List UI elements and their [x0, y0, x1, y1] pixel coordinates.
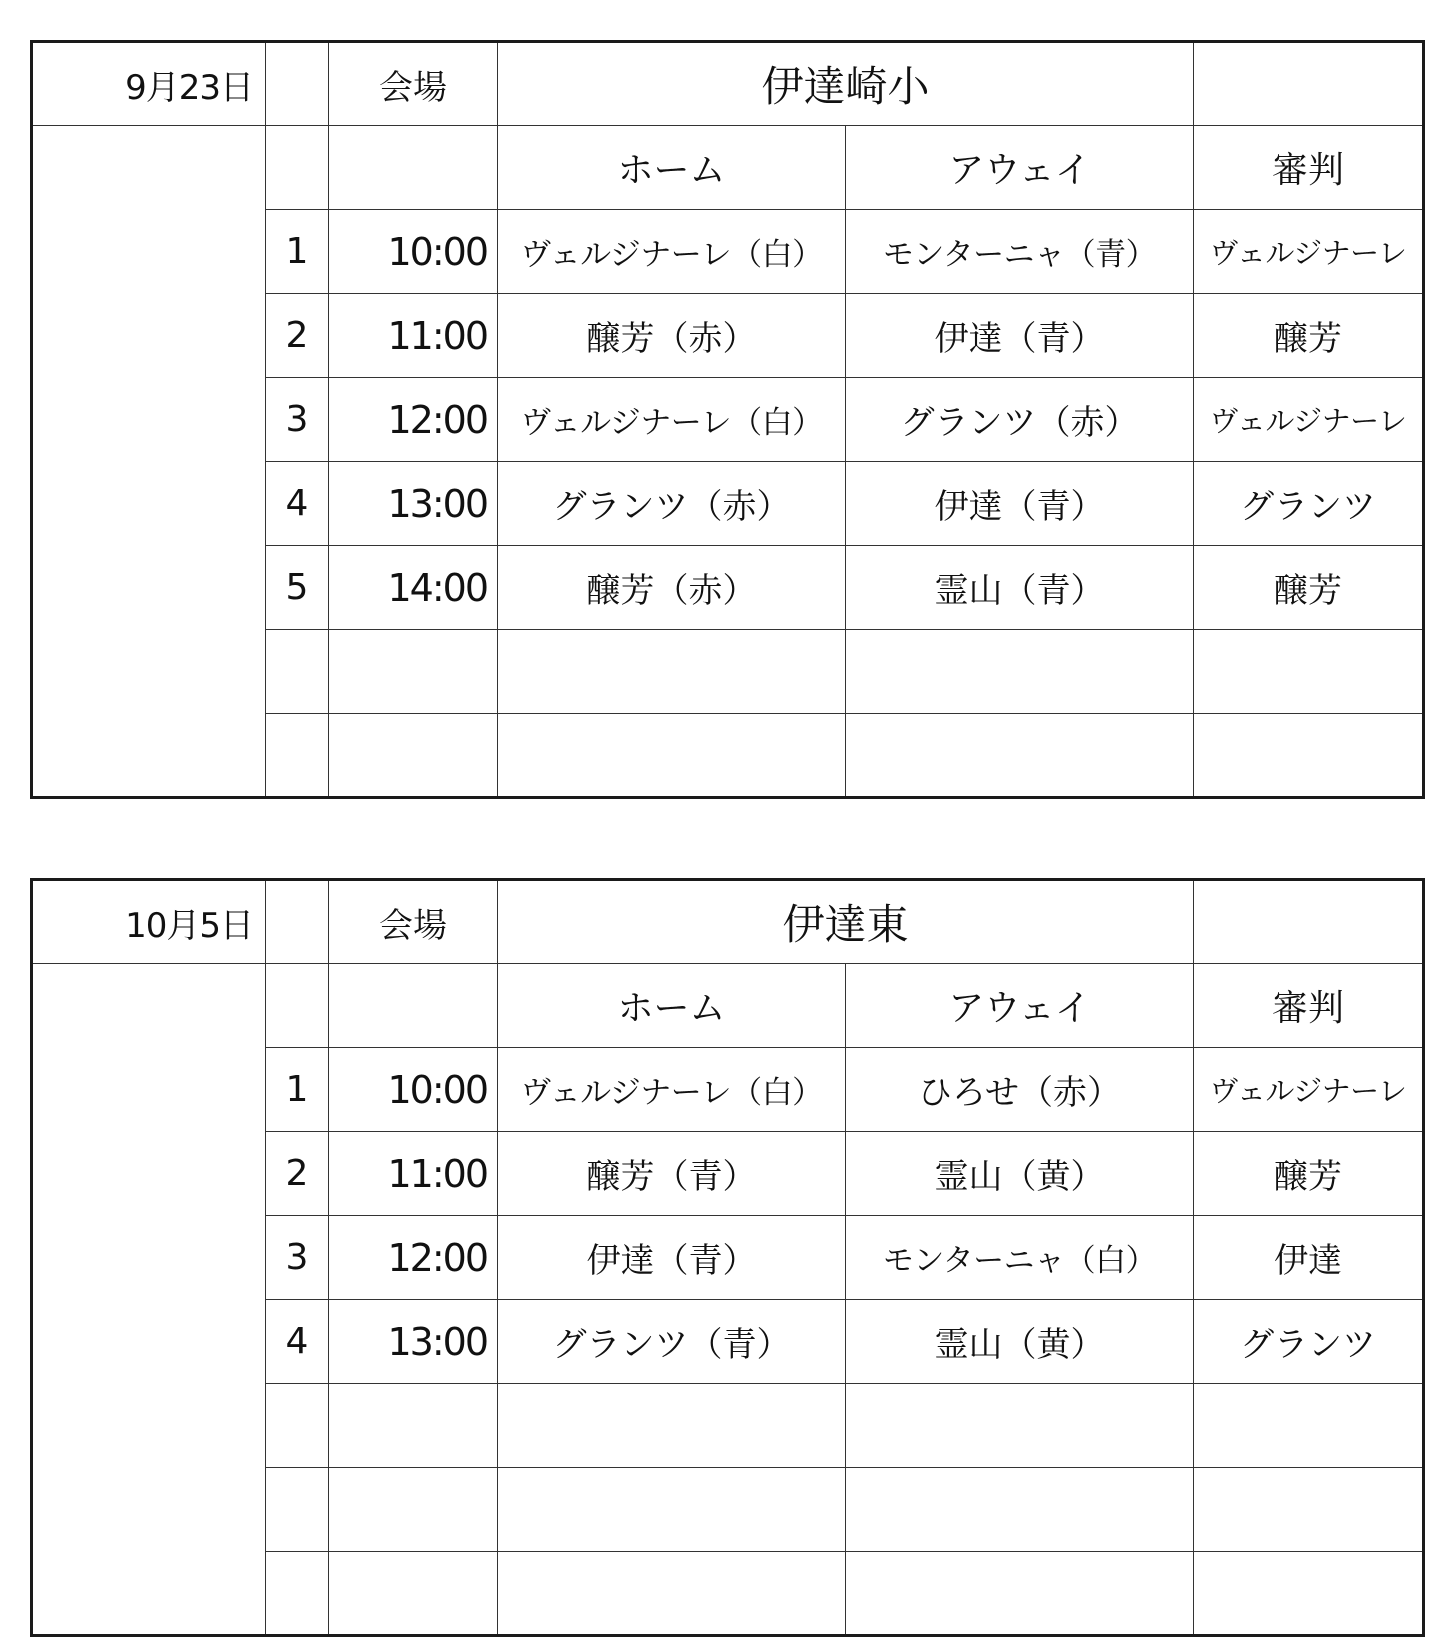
venue-row	[32, 42, 1424, 126]
match-time	[329, 1552, 498, 1636]
venue-label: 会場	[329, 880, 498, 964]
referee-team: グランツ	[1194, 1300, 1424, 1384]
match-number	[266, 1384, 329, 1468]
home-team	[498, 1384, 846, 1468]
match-date: 9月23日	[32, 42, 266, 126]
match-time: 14:00	[329, 546, 498, 630]
blank-cell	[266, 880, 329, 964]
away-team	[846, 1552, 1194, 1636]
away-team	[846, 714, 1194, 798]
away-team	[846, 1384, 1194, 1468]
away-team: 霊山（黄）	[846, 1132, 1194, 1216]
home-team: 醸芳（青）	[498, 1132, 846, 1216]
away-header: アウェイ	[846, 126, 1194, 210]
home-team: ヴェルジナーレ（白）	[498, 210, 846, 294]
home-team: グランツ（青）	[498, 1300, 846, 1384]
away-team: 霊山（青）	[846, 546, 1194, 630]
referee-team: 醸芳	[1194, 294, 1424, 378]
home-team: ヴェルジナーレ（白）	[498, 378, 846, 462]
match-time: 13:00	[329, 462, 498, 546]
match-number: 4	[266, 462, 329, 546]
referee-team	[1194, 630, 1424, 714]
venue-name: 伊達東	[498, 880, 1194, 964]
referee-team	[1194, 714, 1424, 798]
home-team: 伊達（青）	[498, 1216, 846, 1300]
home-header: ホーム	[498, 964, 846, 1048]
match-number: 4	[266, 1300, 329, 1384]
match-number	[266, 714, 329, 798]
match-number: 3	[266, 1216, 329, 1300]
home-team: 醸芳（赤）	[498, 546, 846, 630]
match-time: 13:00	[329, 1300, 498, 1384]
referee-header: 審判	[1194, 126, 1424, 210]
match-number: 1	[266, 210, 329, 294]
column-header-row	[32, 126, 1424, 210]
home-header: ホーム	[498, 126, 846, 210]
match-number	[266, 1468, 329, 1552]
venue-label: 会場	[329, 42, 498, 126]
away-team: 伊達（青）	[846, 462, 1194, 546]
match-schedule-table	[30, 40, 1425, 799]
referee-team: ヴェルジナーレ	[1194, 1048, 1424, 1132]
referee-team: ヴェルジナーレ	[1194, 210, 1424, 294]
away-header: アウェイ	[846, 964, 1194, 1048]
referee-team	[1194, 1552, 1424, 1636]
referee-team	[1194, 1384, 1424, 1468]
home-team: グランツ（赤）	[498, 462, 846, 546]
match-time	[329, 1384, 498, 1468]
blank-cell	[329, 126, 498, 210]
away-team: モンターニャ（青）	[846, 210, 1194, 294]
match-time: 11:00	[329, 1132, 498, 1216]
match-number	[266, 1552, 329, 1636]
referee-header: 審判	[1194, 964, 1424, 1048]
referee-team: グランツ	[1194, 462, 1424, 546]
match-time: 11:00	[329, 294, 498, 378]
referee-team: 醸芳	[1194, 1132, 1424, 1216]
match-number	[266, 630, 329, 714]
column-header-row	[32, 964, 1424, 1048]
blank-cell	[266, 964, 329, 1048]
match-time	[329, 714, 498, 798]
match-time: 10:00	[329, 1048, 498, 1132]
blank-cell	[1194, 880, 1424, 964]
home-team	[498, 1552, 846, 1636]
date-column-body	[32, 964, 266, 1636]
match-time: 12:00	[329, 378, 498, 462]
match-number: 2	[266, 1132, 329, 1216]
away-team	[846, 630, 1194, 714]
match-time	[329, 1468, 498, 1552]
match-date: 10月5日	[32, 880, 266, 964]
home-team	[498, 1468, 846, 1552]
venue-name: 伊達崎小	[498, 42, 1194, 126]
match-time: 12:00	[329, 1216, 498, 1300]
away-team: 霊山（黄）	[846, 1300, 1194, 1384]
home-team	[498, 714, 846, 798]
blank-cell	[1194, 42, 1424, 126]
away-team: ひろせ（赤）	[846, 1048, 1194, 1132]
away-team: 伊達（青）	[846, 294, 1194, 378]
home-team: 醸芳（赤）	[498, 294, 846, 378]
home-team	[498, 630, 846, 714]
away-team: モンターニャ（白）	[846, 1216, 1194, 1300]
match-number: 1	[266, 1048, 329, 1132]
blank-cell	[266, 42, 329, 126]
venue-row	[32, 880, 1424, 964]
match-number: 2	[266, 294, 329, 378]
referee-team	[1194, 1468, 1424, 1552]
date-column-body	[32, 126, 266, 798]
away-team	[846, 1468, 1194, 1552]
home-team: ヴェルジナーレ（白）	[498, 1048, 846, 1132]
blank-cell	[266, 126, 329, 210]
match-number: 5	[266, 546, 329, 630]
match-number: 3	[266, 378, 329, 462]
match-schedule-table	[30, 878, 1425, 1637]
match-time	[329, 630, 498, 714]
referee-team: 伊達	[1194, 1216, 1424, 1300]
referee-team: 醸芳	[1194, 546, 1424, 630]
away-team: グランツ（赤）	[846, 378, 1194, 462]
match-time: 10:00	[329, 210, 498, 294]
blank-cell	[329, 964, 498, 1048]
referee-team: ヴェルジナーレ	[1194, 378, 1424, 462]
